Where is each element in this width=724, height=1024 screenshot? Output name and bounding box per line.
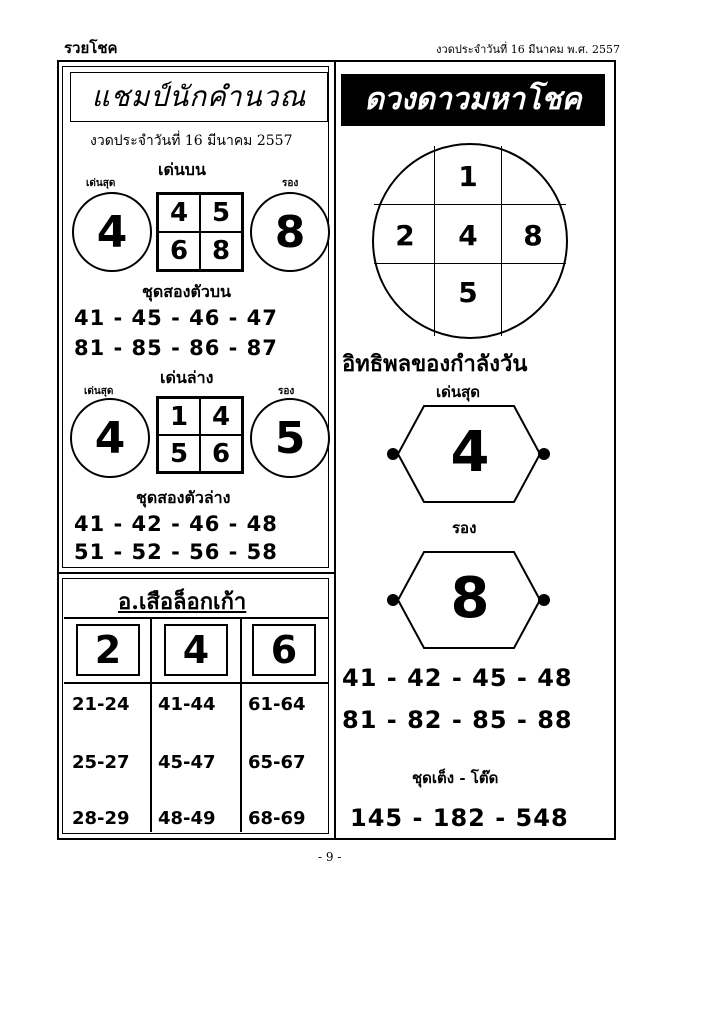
bottom-pairs-row: 51 - 52 - 56 - 58: [74, 540, 278, 564]
tiger-pair: 48-49: [158, 808, 216, 829]
tiger-title: อ.เสือล็อกเก้า: [118, 589, 247, 615]
section-divider: [59, 572, 335, 574]
cross-bottom-digit: 5: [458, 275, 478, 309]
sets-label: ชุดเต็ง - โต๊ด: [412, 769, 499, 787]
top-grid-cell: 6: [158, 232, 200, 270]
tiger-pair: 28-29: [72, 808, 130, 829]
sets-numbers: 145 - 182 - 548: [350, 804, 569, 832]
top-runner-label: รอง: [282, 178, 299, 189]
bottom-grid-cell: 6: [200, 435, 242, 472]
column-divider: [334, 62, 336, 838]
bottom-pairs-heading: ชุดสองตัวล่าง: [136, 488, 231, 507]
top-pairs-row: 41 - 45 - 46 - 47: [74, 306, 278, 330]
influence-pairs-row: 81 - 82 - 85 - 88: [342, 706, 573, 734]
influence-best-digit: 4: [450, 420, 490, 485]
draw-date-header: งวดประจำวันที่ 16 มีนาคม พ.ศ. 2557: [436, 43, 620, 56]
tiger-digit-box: 6: [252, 624, 316, 676]
influence-runner-digit: 8: [450, 566, 490, 631]
tiger-col-divider: [150, 618, 152, 832]
tiger-pair: 45-47: [158, 752, 216, 773]
bottom-grid-cell: 1: [158, 398, 200, 435]
bottom-heading: เด่นล่าง: [160, 368, 214, 387]
hexagon-dot: [387, 448, 399, 460]
bottom-grid-cell: 5: [158, 435, 200, 472]
top-runner-circle: 8: [250, 192, 330, 272]
tiger-pair: 61-64: [248, 694, 306, 715]
tiger-pair: 65-67: [248, 752, 306, 773]
hexagon-dot: [538, 594, 550, 606]
top-digit-grid: [156, 192, 244, 272]
bottom-runner-circle: 5: [250, 398, 330, 478]
tiger-pair: 68-69: [248, 808, 306, 829]
magazine-name: รวยโชค: [64, 39, 118, 57]
bottom-digit-grid: [156, 396, 244, 474]
cross-top-digit: 1: [458, 159, 478, 193]
champion-date: งวดประจำวันที่ 16 มีนาคม 2557: [90, 133, 293, 149]
bottom-best-label: เด่นสุด: [84, 386, 114, 397]
tiger-digit-box: 4: [164, 624, 228, 676]
champion-title: แชมป์นักคำนวณ: [70, 72, 328, 122]
top-grid-cell: 8: [200, 232, 242, 270]
influence-best-label: เด่นสุด: [436, 383, 481, 401]
influence-pairs-row: 41 - 42 - 45 - 48: [342, 664, 573, 692]
top-best-circle: 4: [72, 192, 152, 272]
hexagon-dot: [387, 594, 399, 606]
influence-title: อิทธิพลของกำลังวัน: [342, 351, 528, 377]
tiger-col-divider: [240, 618, 242, 832]
top-heading: เด่นบน: [158, 160, 206, 179]
bottom-grid-cell: 4: [200, 398, 242, 435]
cross-right-digit: 8: [523, 218, 543, 252]
bottom-best-circle: 4: [70, 398, 150, 478]
top-grid-cell: 4: [158, 194, 200, 232]
tiger-pair: 25-27: [72, 752, 130, 773]
bottom-runner-label: รอง: [278, 386, 295, 397]
tiger-pair: 21-24: [72, 694, 130, 715]
tiger-top-rule: [64, 617, 328, 619]
tiger-digit-box: 2: [76, 624, 140, 676]
tiger-pair: 41-44: [158, 694, 216, 715]
cross-left-digit: 2: [395, 218, 415, 252]
influence-runner-label: รอง: [452, 519, 477, 537]
top-pairs-row: 81 - 85 - 86 - 87: [74, 336, 278, 360]
top-grid-cell: 5: [200, 194, 242, 232]
lucky-stars-title: ดวงดาวมหาโชค: [341, 74, 605, 126]
top-best-label: เด่นสุด: [86, 178, 116, 189]
top-pairs-heading: ชุดสองตัวบน: [142, 282, 231, 301]
hexagon-dot: [538, 448, 550, 460]
tiger-mid-rule: [64, 682, 328, 684]
cross-center-digit: 4: [458, 218, 478, 252]
page-number: - 9 -: [318, 850, 342, 864]
bottom-pairs-row: 41 - 42 - 46 - 48: [74, 512, 278, 536]
